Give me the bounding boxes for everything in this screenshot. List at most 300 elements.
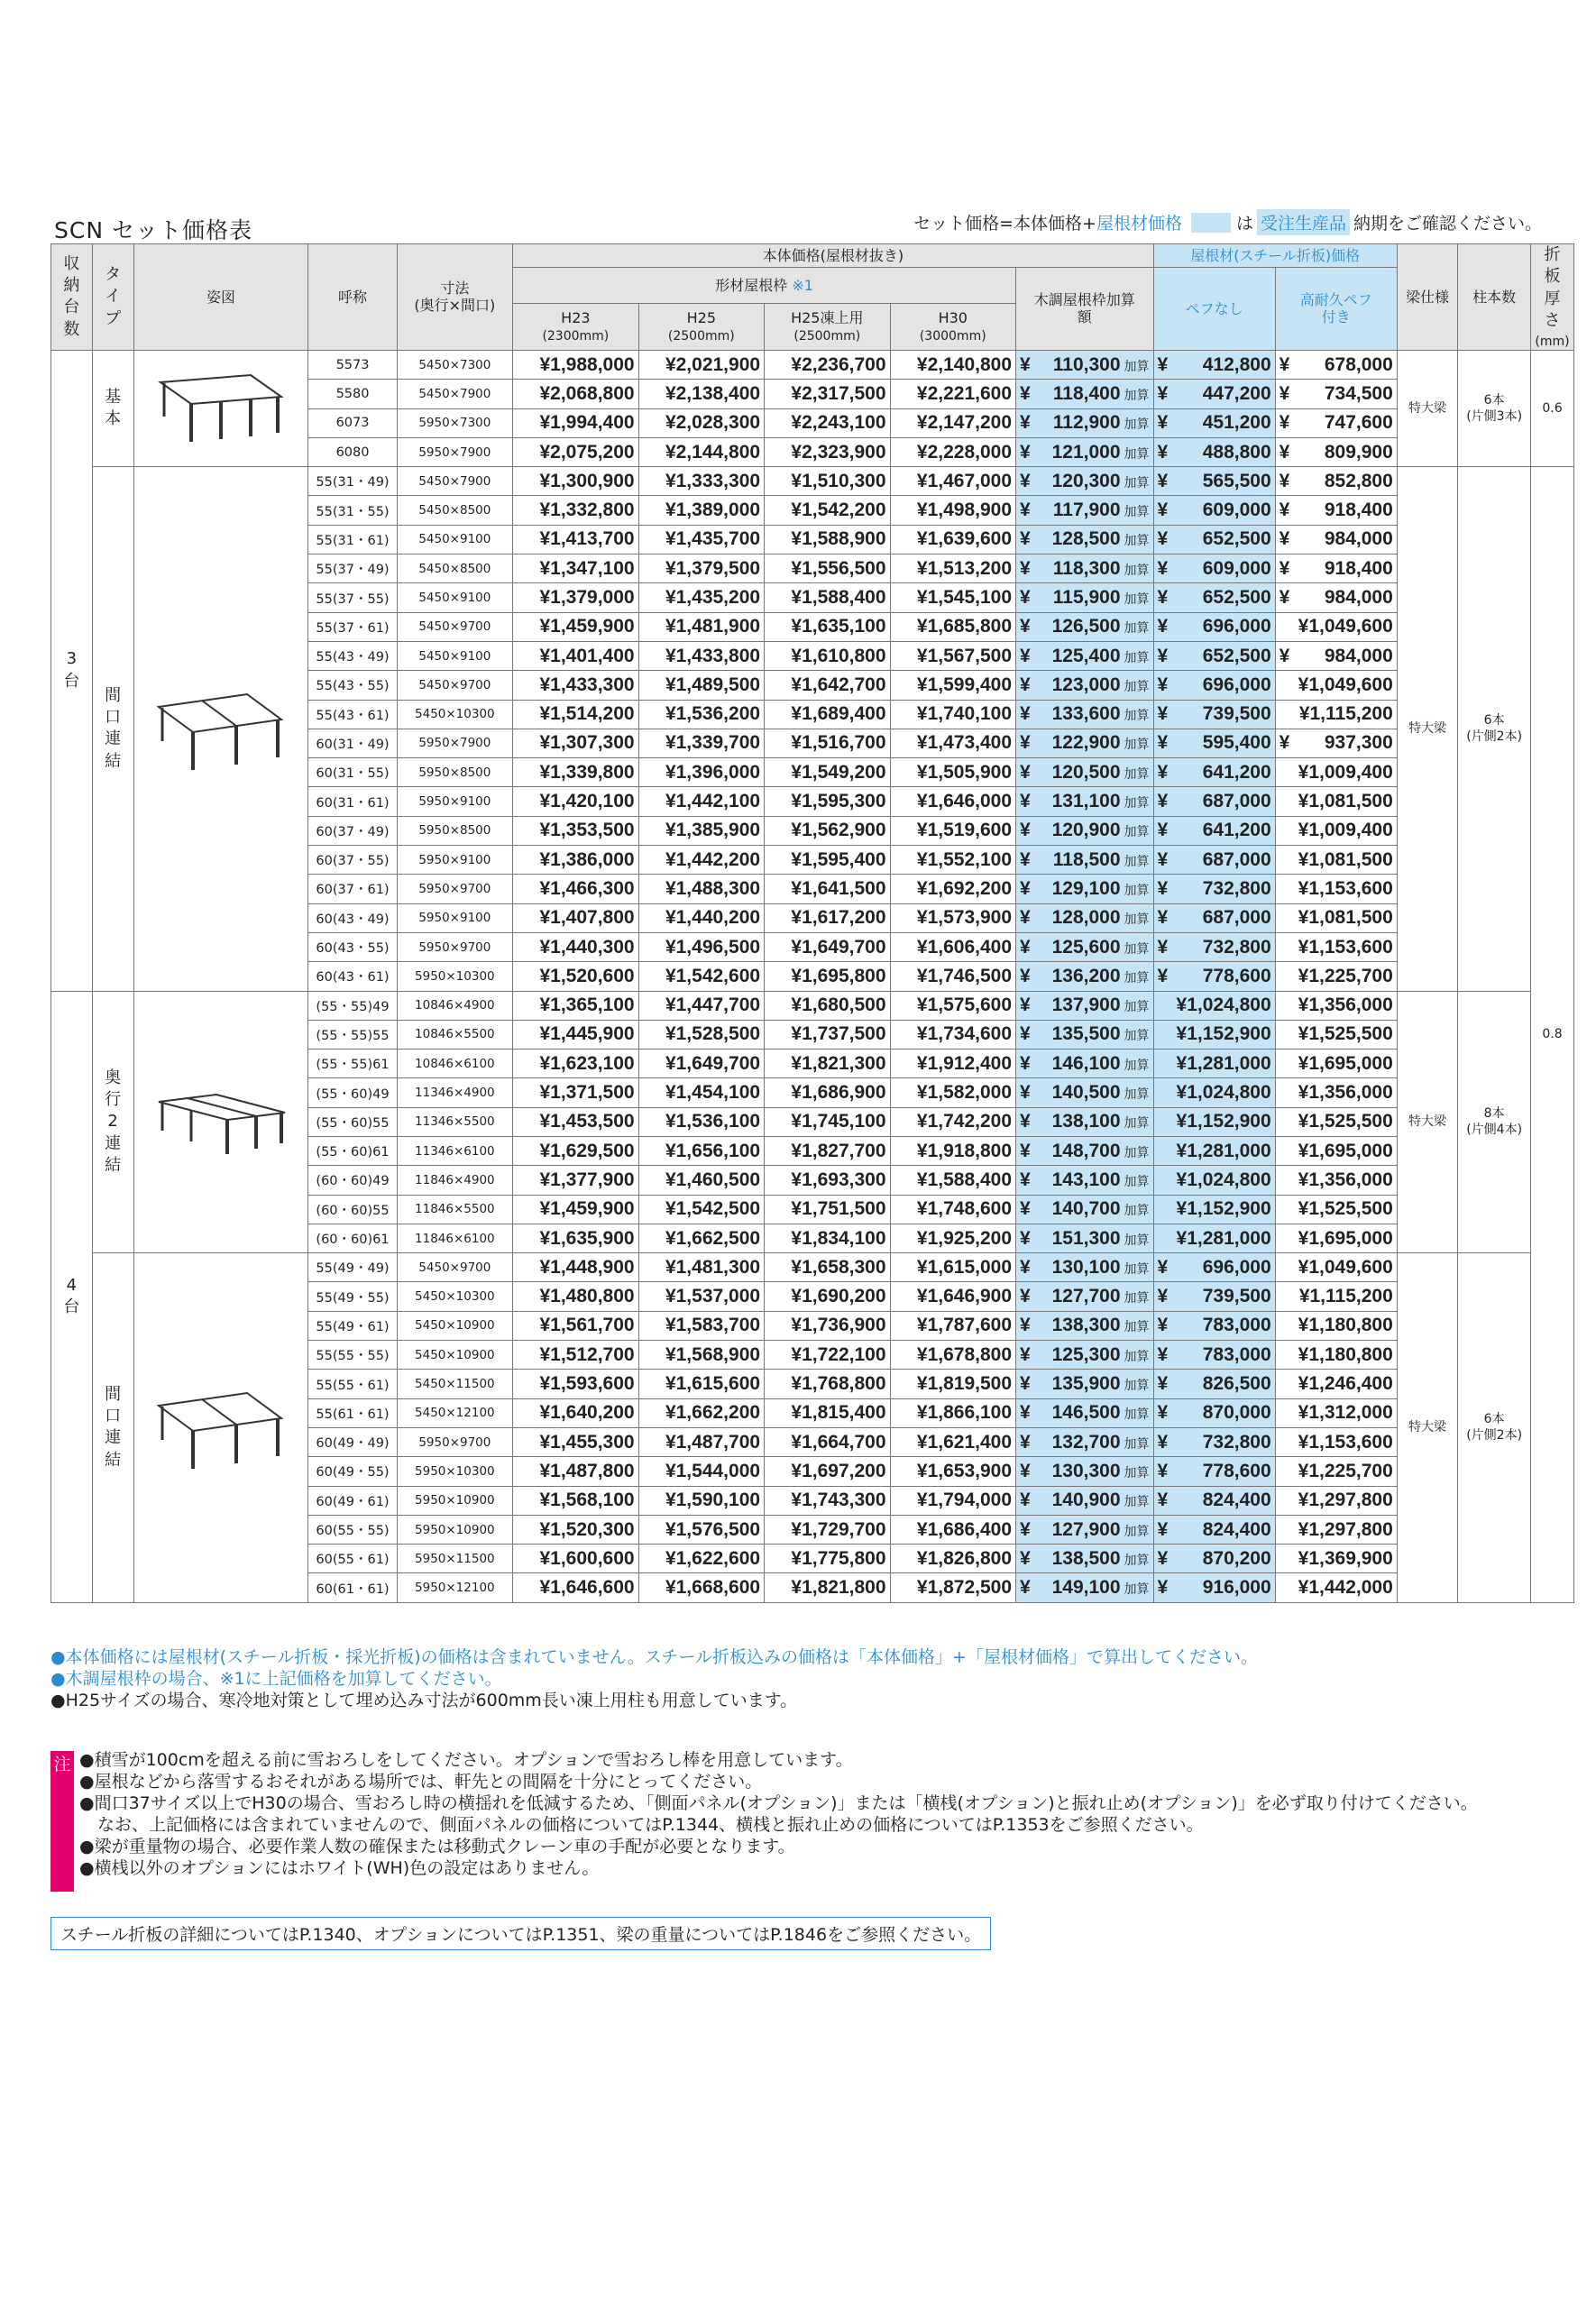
- price-roof-no-pef: [1153, 1370, 1275, 1398]
- wood-value: 146,100: [1051, 1052, 1121, 1074]
- price-wood-addition: [1016, 1166, 1154, 1195]
- add-label: 加算: [1124, 1378, 1150, 1393]
- yen-mark: ¥: [1279, 500, 1290, 521]
- price-wood-addition: [1016, 496, 1154, 525]
- price-wood-addition: [1016, 1253, 1154, 1282]
- price-wood-addition: [1016, 787, 1154, 816]
- model-size: 11346×5500: [397, 1107, 513, 1136]
- price-h25: ¥1,576,500: [638, 1515, 764, 1544]
- type-label: 奥行2連結: [105, 1068, 122, 1175]
- price-h25: ¥1,442,100: [638, 787, 764, 816]
- roof-value: 739,500: [1202, 1286, 1271, 1307]
- price-h25s: ¥1,516,700: [765, 729, 890, 757]
- post-count-value: 6本: [1483, 392, 1505, 408]
- price-h25: ¥1,668,600: [638, 1573, 764, 1602]
- price-roof-with-pef: ¥1,180,800: [1275, 1311, 1397, 1340]
- price-h30: ¥1,686,400: [890, 1515, 1015, 1544]
- price-roof-no-pef: [1153, 1253, 1275, 1282]
- wood-value: 138,500: [1051, 1547, 1121, 1569]
- price-h25: ¥1,662,500: [638, 1224, 764, 1252]
- price-h23: ¥1,300,900: [513, 467, 638, 496]
- caution-line: なお、上記価格には含まれていませんので、側面パネルの価格についてはP.1344、横桟と振れ止めの価格についてはP.1353をご参照ください。: [97, 1815, 1204, 1835]
- price-h25: ¥1,447,700: [638, 991, 764, 1020]
- model-name: 55(49・49): [308, 1253, 397, 1282]
- add-label: 加算: [1124, 708, 1150, 723]
- price-h23: ¥1,600,600: [513, 1545, 638, 1573]
- price-h30: ¥1,646,900: [890, 1282, 1015, 1311]
- add-label: 加算: [1124, 649, 1150, 665]
- yen-mark: ¥: [1279, 441, 1290, 463]
- price-h30: ¥1,615,000: [890, 1253, 1015, 1282]
- roof-value: 732,800: [1202, 936, 1271, 958]
- model-size: 11846×6100: [397, 1224, 513, 1252]
- price-h23: ¥1,520,600: [513, 962, 638, 991]
- roof-value: 778,600: [1202, 1460, 1271, 1481]
- price-roof-with-pef: [1275, 583, 1397, 612]
- model-size: 5950×12100: [397, 1573, 513, 1602]
- price-h30: ¥1,498,900: [890, 496, 1015, 525]
- sheet-thickness: 0.6: [1530, 350, 1573, 466]
- header-body-price: 本体価格(屋根材抜き): [513, 244, 1153, 268]
- price-wood-addition: [1016, 816, 1154, 845]
- wood-value: 125,600: [1051, 936, 1121, 958]
- model-size: 5950×9100: [397, 787, 513, 816]
- model-name: 5580: [308, 380, 397, 408]
- price-roof-with-pef: ¥1,525,500: [1275, 1107, 1397, 1136]
- model-size: 5950×9100: [397, 846, 513, 875]
- price-roof-no-pef: ¥1,281,000: [1153, 1137, 1275, 1166]
- price-h25: ¥1,460,500: [638, 1166, 764, 1195]
- wood-value: 129,100: [1051, 877, 1121, 899]
- price-wood-addition: [1016, 1341, 1154, 1370]
- price-h25s: ¥1,689,400: [765, 700, 890, 729]
- type-label: 間口連結: [105, 685, 122, 771]
- roof-value: 984,000: [1324, 645, 1393, 666]
- type-cell: [92, 991, 133, 1253]
- price-roof-no-pef: [1153, 758, 1275, 787]
- add-label: 加算: [1124, 1464, 1150, 1480]
- price-roof-with-pef: ¥1,009,400: [1275, 758, 1397, 787]
- yen-mark: ¥: [1157, 1315, 1169, 1336]
- price-h23: ¥1,561,700: [513, 1311, 638, 1340]
- price-h23: ¥1,629,500: [513, 1137, 638, 1166]
- yen-mark: ¥: [1020, 382, 1031, 404]
- yen-mark: ¥: [1279, 587, 1290, 608]
- price-roof-with-pef: ¥1,049,600: [1275, 671, 1397, 700]
- price-h25s: ¥1,680,500: [765, 991, 890, 1020]
- roof-value: 641,200: [1202, 820, 1271, 841]
- price-roof-with-pef: ¥1,525,500: [1275, 1020, 1397, 1049]
- price-h23: ¥1,332,800: [513, 496, 638, 525]
- price-roof-with-pef: ¥1,009,400: [1275, 816, 1397, 845]
- wood-value: 122,900: [1051, 732, 1121, 754]
- price-roof-no-pef: [1153, 1545, 1275, 1573]
- yen-mark: ¥: [1279, 382, 1290, 404]
- price-wood-addition: [1016, 1398, 1154, 1427]
- model-name: (55・55)55: [308, 1020, 397, 1049]
- roof-value: 696,000: [1202, 1256, 1271, 1278]
- price-h25s: ¥1,641,500: [765, 875, 890, 903]
- yen-mark: ¥: [1020, 732, 1031, 754]
- model-size: 5950×10300: [397, 1457, 513, 1486]
- price-roof-no-pef: [1153, 1282, 1275, 1311]
- model-size: 5950×8500: [397, 758, 513, 787]
- price-roof-with-pef: [1275, 555, 1397, 583]
- price-roof-with-pef: ¥1,369,900: [1275, 1545, 1397, 1573]
- yen-mark: ¥: [1020, 441, 1031, 463]
- price-roof-with-pef: [1275, 350, 1397, 379]
- price-h30: ¥1,678,800: [890, 1341, 1015, 1370]
- price-h25: ¥1,536,100: [638, 1107, 764, 1136]
- header-roof-price: 屋根材(スチール折板)価格: [1153, 244, 1397, 268]
- price-h30: ¥1,519,600: [890, 816, 1015, 845]
- add-label: 加算: [1124, 1435, 1150, 1451]
- model-size: 10846×5500: [397, 1020, 513, 1049]
- price-roof-no-pef: [1153, 671, 1275, 700]
- yen-mark: ¥: [1020, 412, 1031, 434]
- roof-value: 918,400: [1324, 557, 1393, 579]
- price-h25s: ¥1,686,900: [765, 1078, 890, 1107]
- price-h25s: ¥1,729,700: [765, 1515, 890, 1544]
- price-h25s: ¥1,745,100: [765, 1107, 890, 1136]
- price-roof-no-pef: [1153, 1311, 1275, 1340]
- price-roof-with-pef: ¥1,153,600: [1275, 875, 1397, 903]
- price-h25s: ¥1,562,900: [765, 816, 890, 845]
- price-h30: ¥1,545,100: [890, 583, 1015, 612]
- roof-value: 870,200: [1202, 1547, 1271, 1569]
- model-name: 60(43・49): [308, 903, 397, 932]
- model-name: 60(37・55): [308, 846, 397, 875]
- price-roof-no-pef: [1153, 1427, 1275, 1456]
- yen-mark: ¥: [1020, 761, 1031, 783]
- price-h25: ¥1,339,700: [638, 729, 764, 757]
- price-h23: ¥1,593,600: [513, 1370, 638, 1398]
- price-h25s: ¥1,834,100: [765, 1224, 890, 1252]
- add-label: 加算: [1124, 445, 1150, 461]
- price-h30: ¥1,872,500: [890, 1573, 1015, 1602]
- model-name: 60(61・61): [308, 1573, 397, 1602]
- notes: [50, 1646, 1258, 1711]
- price-h25s: ¥1,610,800: [765, 641, 890, 670]
- yen-mark: ¥: [1020, 703, 1031, 725]
- price-h30: ¥1,567,500: [890, 641, 1015, 670]
- caution-line: ●屋根などから落雪するおそれがある場所では、軒先との間隔を十分にとってください。: [79, 1772, 763, 1792]
- price-wood-addition: [1016, 1137, 1154, 1166]
- yen-mark: ¥: [1020, 907, 1031, 929]
- header-h23: H23 (2300mm): [513, 303, 638, 350]
- model-name: 60(49・61): [308, 1486, 397, 1515]
- roof-value: 739,500: [1202, 703, 1271, 725]
- model-size: 5950×7900: [397, 437, 513, 466]
- yen-mark: ¥: [1279, 557, 1290, 579]
- add-label: 加算: [1124, 1203, 1150, 1218]
- price-roof-no-pef: [1153, 437, 1275, 466]
- price-h23: ¥1,347,100: [513, 555, 638, 583]
- add-label: 加算: [1124, 474, 1150, 490]
- yen-mark: ¥: [1279, 412, 1290, 434]
- wood-value: 123,000: [1051, 674, 1121, 695]
- price-roof-with-pef: ¥1,356,000: [1275, 1166, 1397, 1195]
- model-size: 5450×10300: [397, 700, 513, 729]
- roof-value: 565,500: [1202, 470, 1271, 491]
- header-type: タイプ: [92, 244, 133, 351]
- price-h30: ¥2,228,000: [890, 437, 1015, 466]
- price-wood-addition: [1016, 1370, 1154, 1398]
- price-h25: ¥1,396,000: [638, 758, 764, 787]
- figure-cell: [133, 467, 308, 991]
- yen-mark: ¥: [1157, 470, 1169, 491]
- price-h30: ¥1,575,600: [890, 991, 1015, 1020]
- add-label: 加算: [1124, 1523, 1150, 1538]
- price-h30: ¥1,787,600: [890, 1311, 1015, 1340]
- beam-spec: 特大梁: [1397, 350, 1458, 466]
- wood-value: 121,000: [1051, 441, 1121, 463]
- yen-mark: ¥: [1157, 1343, 1169, 1365]
- roof-value: 652,500: [1202, 528, 1271, 550]
- price-h25s: ¥1,658,300: [765, 1253, 890, 1282]
- price-h30: ¥1,473,400: [890, 729, 1015, 757]
- price-h23: ¥1,440,300: [513, 932, 638, 961]
- wood-value: 118,400: [1052, 382, 1121, 404]
- price-table: [50, 243, 1574, 1603]
- legend-roof-price: 屋根材価格: [1096, 214, 1182, 234]
- wood-value: 143,100: [1051, 1169, 1121, 1190]
- price-roof-no-pef: ¥1,152,900: [1153, 1195, 1275, 1224]
- price-roof-no-pef: [1153, 350, 1275, 379]
- price-h25s: ¥2,323,900: [765, 437, 890, 466]
- model-name: 55(37・49): [308, 555, 397, 583]
- wood-value: 120,500: [1051, 761, 1121, 783]
- type-cell: [92, 350, 133, 466]
- caution-mark: 注: [50, 1751, 74, 1892]
- model-name: 6080: [308, 437, 397, 466]
- price-wood-addition: [1016, 903, 1154, 932]
- post-count-value: 6本: [1483, 1412, 1505, 1427]
- price-wood-addition: [1016, 932, 1154, 961]
- price-h30: ¥2,147,200: [890, 408, 1015, 437]
- add-label: 加算: [1124, 795, 1150, 811]
- model-name: 60(55・55): [308, 1515, 397, 1544]
- price-h23: ¥1,520,300: [513, 1515, 638, 1544]
- add-label: 加算: [1124, 591, 1150, 606]
- wood-value: 127,900: [1051, 1518, 1121, 1540]
- price-h30: ¥1,513,200: [890, 555, 1015, 583]
- price-h25s: ¥1,510,300: [765, 467, 890, 496]
- yen-mark: ¥: [1020, 995, 1031, 1016]
- add-label: 加算: [1124, 1260, 1150, 1276]
- price-h25: ¥1,590,100: [638, 1486, 764, 1515]
- wood-value: 148,700: [1051, 1140, 1121, 1161]
- yen-mark: ¥: [1157, 412, 1169, 434]
- price-roof-with-pef: ¥1,225,700: [1275, 962, 1397, 991]
- yen-mark: ¥: [1279, 528, 1290, 550]
- model-size: 11346×4900: [397, 1078, 513, 1107]
- add-label: 加算: [1124, 562, 1150, 577]
- price-h30: ¥1,866,100: [890, 1398, 1015, 1427]
- model-name: 55(55・55): [308, 1341, 397, 1370]
- price-h23: ¥1,514,200: [513, 700, 638, 729]
- header-beam: 梁仕様: [1397, 244, 1458, 351]
- price-wood-addition: [1016, 1427, 1154, 1456]
- add-label: 加算: [1124, 1115, 1150, 1131]
- add-label: 加算: [1124, 1581, 1150, 1597]
- model-size: 5950×10900: [397, 1515, 513, 1544]
- wood-value: 120,900: [1051, 820, 1121, 841]
- model-size: 11846×5500: [397, 1195, 513, 1224]
- model-size: 5950×8500: [397, 816, 513, 845]
- roof-value: 696,000: [1202, 674, 1271, 695]
- price-h23: ¥1,459,900: [513, 1195, 638, 1224]
- header-frame: 形材屋根枠 ※1: [513, 268, 1016, 304]
- price-h23: ¥1,377,900: [513, 1166, 638, 1195]
- model-name: (55・60)49: [308, 1078, 397, 1107]
- price-h25: ¥1,528,500: [638, 1020, 764, 1049]
- wood-value: 133,600: [1051, 703, 1121, 725]
- model-name: 55(49・61): [308, 1311, 397, 1340]
- table-row: [51, 350, 1574, 379]
- yen-mark: ¥: [1157, 1431, 1169, 1453]
- header-h25s: H25凍上用 (2500mm): [765, 303, 890, 350]
- price-h25: ¥1,385,900: [638, 816, 764, 845]
- yen-mark: ¥: [1157, 848, 1169, 870]
- price-h30: ¥1,819,500: [890, 1370, 1015, 1398]
- table-row: [51, 1253, 1574, 1282]
- price-h25: ¥1,649,700: [638, 1050, 764, 1078]
- wood-value: 125,400: [1051, 645, 1121, 666]
- yen-mark: ¥: [1157, 965, 1169, 986]
- carport-okuyuki-illustration: [153, 1086, 289, 1158]
- carport-kihon-illustration: [153, 370, 289, 447]
- price-roof-with-pef: [1275, 641, 1397, 670]
- model-name: (55・60)61: [308, 1137, 397, 1166]
- header-wood: 木調屋根枠加算額: [1016, 268, 1154, 351]
- price-wood-addition: [1016, 350, 1154, 379]
- note-line: ●木調屋根枠の場合、※1に上記価格を加算してください。: [50, 1669, 502, 1689]
- price-h25s: ¥1,751,500: [765, 1195, 890, 1224]
- cautions: [79, 1749, 1478, 1879]
- type-label: 間口連結: [105, 1384, 122, 1470]
- price-wood-addition: [1016, 555, 1154, 583]
- yen-mark: ¥: [1020, 1431, 1031, 1453]
- post-count: [1458, 991, 1531, 1253]
- price-h25: ¥1,542,600: [638, 962, 764, 991]
- price-h25s: ¥1,693,300: [765, 1166, 890, 1195]
- price-wood-addition: [1016, 1224, 1154, 1252]
- roof-value: 447,200: [1202, 382, 1271, 404]
- price-h25s: ¥1,588,400: [765, 583, 890, 612]
- price-h30: ¥1,606,400: [890, 932, 1015, 961]
- legend-made-to-order: 受注生産品: [1257, 209, 1350, 235]
- yen-mark: ¥: [1020, 470, 1031, 491]
- price-roof-with-pef: ¥1,081,500: [1275, 846, 1397, 875]
- price-h25s: ¥1,827,700: [765, 1137, 890, 1166]
- yen-mark: ¥: [1020, 1227, 1031, 1249]
- price-wood-addition: [1016, 1457, 1154, 1486]
- price-h25: ¥2,138,400: [638, 380, 764, 408]
- price-roof-no-pef: [1153, 1457, 1275, 1486]
- wood-value: 125,300: [1051, 1343, 1121, 1365]
- wood-value: 120,300: [1051, 470, 1121, 491]
- price-roof-with-pef: [1275, 408, 1397, 437]
- price-h23: ¥1,407,800: [513, 903, 638, 932]
- model-name: 60(43・55): [308, 932, 397, 961]
- price-h23: ¥1,453,500: [513, 1107, 638, 1136]
- model-name: 55(43・55): [308, 671, 397, 700]
- price-wood-addition: [1016, 846, 1154, 875]
- roof-value: 783,000: [1202, 1343, 1271, 1365]
- model-name: 55(31・49): [308, 467, 397, 496]
- price-roof-no-pef: [1153, 380, 1275, 408]
- model-size: 5950×10900: [397, 1486, 513, 1515]
- yen-mark: ¥: [1020, 848, 1031, 870]
- model-size: 5450×9700: [397, 671, 513, 700]
- price-h30: ¥1,925,200: [890, 1224, 1015, 1252]
- roof-value: 678,000: [1324, 353, 1393, 375]
- beam-spec: 特大梁: [1397, 1253, 1458, 1603]
- yen-mark: ¥: [1020, 1577, 1031, 1599]
- price-h25s: ¥1,821,800: [765, 1573, 890, 1602]
- add-label: 加算: [1124, 737, 1150, 752]
- model-name: 55(61・61): [308, 1398, 397, 1427]
- price-roof-with-pef: ¥1,049,600: [1275, 612, 1397, 641]
- header-name: 呼称: [308, 244, 397, 351]
- price-roof-no-pef: [1153, 1573, 1275, 1602]
- price-h30: ¥1,742,200: [890, 1107, 1015, 1136]
- price-wood-addition: [1016, 875, 1154, 903]
- price-h30: ¥1,467,000: [890, 467, 1015, 496]
- header-with-pef: 高耐久ペフ付き: [1275, 268, 1397, 351]
- yen-mark: ¥: [1020, 1286, 1031, 1307]
- price-h23: ¥1,480,800: [513, 1282, 638, 1311]
- price-h25s: ¥1,737,500: [765, 1020, 890, 1049]
- price-roof-no-pef: [1153, 555, 1275, 583]
- price-h25s: ¥1,664,700: [765, 1427, 890, 1456]
- price-h25s: ¥1,736,900: [765, 1311, 890, 1340]
- wood-value: 130,300: [1051, 1460, 1121, 1481]
- price-roof-no-pef: ¥1,281,000: [1153, 1050, 1275, 1078]
- add-label: 加算: [1124, 417, 1150, 432]
- price-roof-no-pef: ¥1,024,800: [1153, 991, 1275, 1020]
- add-label: 加算: [1124, 1319, 1150, 1334]
- wood-value: 128,000: [1051, 907, 1121, 929]
- yen-mark: ¥: [1020, 1169, 1031, 1190]
- model-name: 6073: [308, 408, 397, 437]
- price-wood-addition: [1016, 1078, 1154, 1107]
- price-roof-no-pef: ¥1,281,000: [1153, 1224, 1275, 1252]
- price-h30: ¥1,740,100: [890, 700, 1015, 729]
- add-label: 加算: [1124, 504, 1150, 519]
- model-size: 5950×9700: [397, 1427, 513, 1456]
- price-wood-addition: [1016, 991, 1154, 1020]
- price-h23: ¥1,353,500: [513, 816, 638, 845]
- wood-value: 118,500: [1052, 848, 1121, 870]
- price-wood-addition: [1016, 1573, 1154, 1602]
- price-h25: ¥1,454,100: [638, 1078, 764, 1107]
- price-h25: ¥1,442,200: [638, 846, 764, 875]
- wood-value: 138,100: [1051, 1111, 1121, 1132]
- price-roof-no-pef: [1153, 496, 1275, 525]
- roof-value: 652,500: [1202, 587, 1271, 608]
- legend-prefix: セット価格=本体価格+: [913, 214, 1096, 234]
- price-roof-with-pef: [1275, 496, 1397, 525]
- yen-mark: ¥: [1020, 1315, 1031, 1336]
- header-posts: 柱本数: [1458, 244, 1531, 351]
- model-name: 60(31・49): [308, 729, 397, 757]
- storage-count-cell: [51, 350, 93, 991]
- model-size: 5450×9700: [397, 1253, 513, 1282]
- price-h25: ¥1,622,600: [638, 1545, 764, 1573]
- model-name: 55(31・61): [308, 525, 397, 554]
